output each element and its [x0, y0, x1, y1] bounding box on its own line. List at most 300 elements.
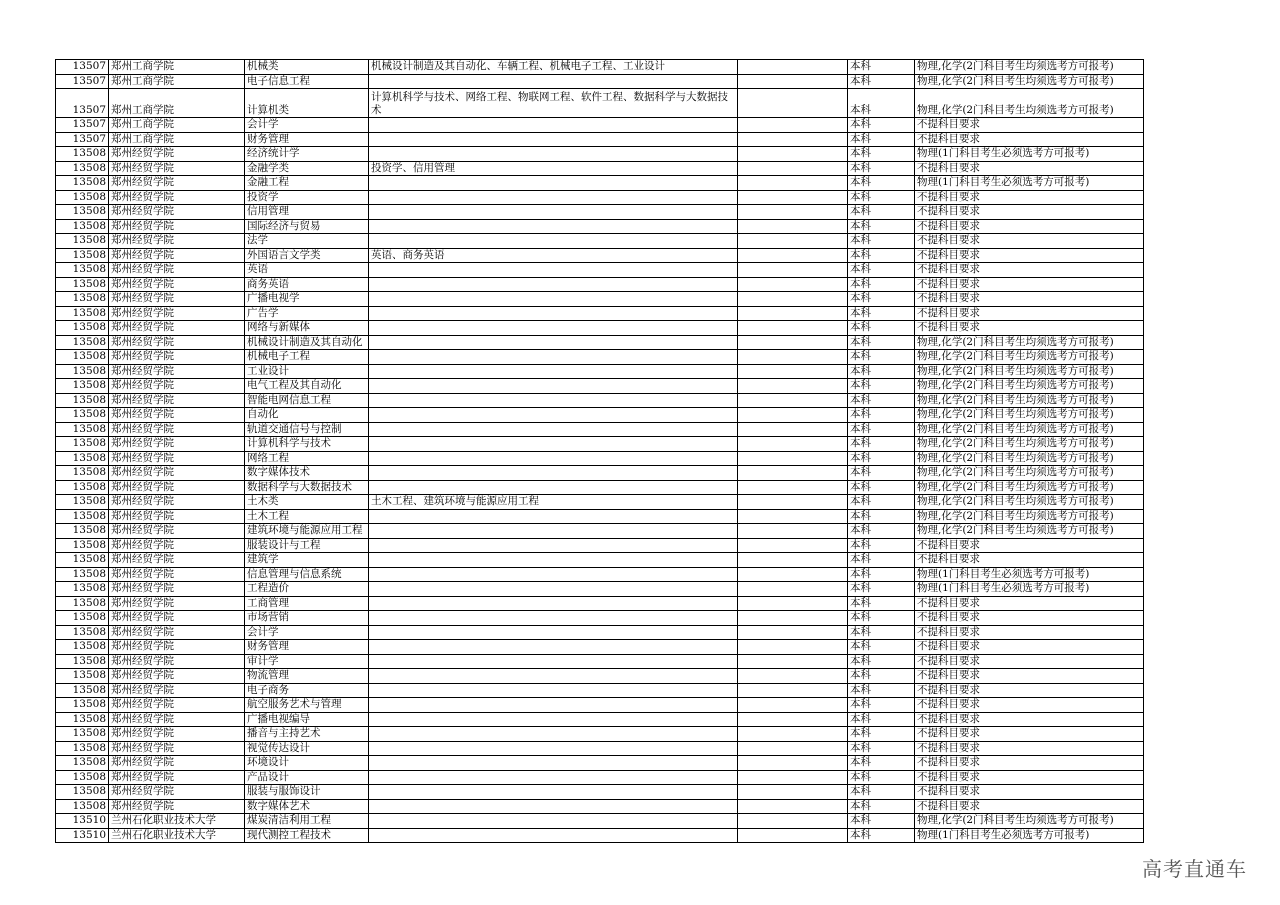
blank-cell [738, 741, 848, 756]
school-code-cell: 13508 [56, 538, 109, 553]
school-code-cell: 13508 [56, 335, 109, 350]
included-majors-cell [369, 538, 738, 553]
included-majors-cell [369, 741, 738, 756]
subject-requirement-cell: 不提科目要求 [915, 654, 1144, 669]
table-row [56, 437, 1144, 452]
table-row [56, 74, 1144, 89]
major-cell: 土木工程 [245, 509, 369, 524]
level-cell: 本科 [848, 89, 915, 118]
included-majors-cell: 投资学、信用管理 [369, 161, 738, 176]
subject-requirement-cell: 物理,化学(2门科目考生均须选考方可报考) [915, 350, 1144, 365]
school-code-cell: 13508 [56, 712, 109, 727]
school-name-cell: 郑州经贸学院 [109, 654, 245, 669]
table-row [56, 799, 1144, 814]
included-majors-cell [369, 596, 738, 611]
level-cell: 本科 [848, 814, 915, 829]
school-name-cell: 郑州经贸学院 [109, 524, 245, 539]
school-code-cell: 13508 [56, 741, 109, 756]
level-cell: 本科 [848, 408, 915, 423]
level-cell: 本科 [848, 640, 915, 655]
subject-requirement-cell: 物理,化学(2门科目考生均须选考方可报考) [915, 495, 1144, 510]
included-majors-cell [369, 828, 738, 843]
table-row [56, 770, 1144, 785]
subject-requirement-cell: 物理,化学(2门科目考生均须选考方可报考) [915, 509, 1144, 524]
table-row [56, 408, 1144, 423]
major-cell: 电子商务 [245, 683, 369, 698]
level-cell: 本科 [848, 683, 915, 698]
blank-cell [738, 161, 848, 176]
school-name-cell: 郑州经贸学院 [109, 292, 245, 307]
major-cell: 会计学 [245, 625, 369, 640]
major-cell: 机械电子工程 [245, 350, 369, 365]
subject-requirement-cell: 不提科目要求 [915, 321, 1144, 336]
level-cell: 本科 [848, 495, 915, 510]
school-code-cell: 13508 [56, 567, 109, 582]
major-cell: 财务管理 [245, 640, 369, 655]
level-cell: 本科 [848, 669, 915, 684]
level-cell: 本科 [848, 161, 915, 176]
level-cell: 本科 [848, 509, 915, 524]
school-code-cell: 13508 [56, 466, 109, 481]
school-name-cell: 郑州经贸学院 [109, 263, 245, 278]
school-code-cell: 13508 [56, 379, 109, 394]
level-cell: 本科 [848, 828, 915, 843]
table-row [56, 654, 1144, 669]
table-row [56, 625, 1144, 640]
included-majors-cell [369, 553, 738, 568]
blank-cell [738, 89, 848, 118]
blank-cell [738, 538, 848, 553]
major-cell: 智能电网信息工程 [245, 393, 369, 408]
school-code-cell: 13507 [56, 89, 109, 118]
table-row [56, 118, 1144, 133]
blank-cell [738, 466, 848, 481]
blank-cell [738, 480, 848, 495]
blank-cell [738, 379, 848, 394]
included-majors-cell [369, 437, 738, 452]
school-name-cell: 兰州石化职业技术大学 [109, 828, 245, 843]
table-row [56, 147, 1144, 162]
subject-requirement-cell: 不提科目要求 [915, 292, 1144, 307]
included-majors-cell [369, 205, 738, 220]
major-cell: 金融学类 [245, 161, 369, 176]
major-cell: 现代测控工程技术 [245, 828, 369, 843]
school-code-cell: 13508 [56, 669, 109, 684]
school-code-cell: 13508 [56, 205, 109, 220]
table-row [56, 321, 1144, 336]
level-cell: 本科 [848, 74, 915, 89]
blank-cell [738, 828, 848, 843]
major-cell: 审计学 [245, 654, 369, 669]
level-cell: 本科 [848, 596, 915, 611]
included-majors-cell [369, 466, 738, 481]
watermark: 高考直通车 [1142, 857, 1247, 881]
table-row [56, 219, 1144, 234]
included-majors-cell [369, 393, 738, 408]
subject-requirement-cell: 物理,化学(2门科目考生均须选考方可报考) [915, 422, 1144, 437]
school-name-cell: 郑州经贸学院 [109, 306, 245, 321]
table-row [56, 60, 1144, 75]
included-majors-cell: 机械设计制造及其自动化、车辆工程、机械电子工程、工业设计 [369, 60, 738, 75]
blank-cell [738, 495, 848, 510]
major-cell: 网络与新媒体 [245, 321, 369, 336]
school-code-cell: 13507 [56, 60, 109, 75]
school-code-cell: 13508 [56, 350, 109, 365]
table-row [56, 712, 1144, 727]
included-majors-cell [369, 799, 738, 814]
table-row [56, 756, 1144, 771]
included-majors-cell [369, 451, 738, 466]
school-name-cell: 兰州石化职业技术大学 [109, 814, 245, 829]
blank-cell [738, 74, 848, 89]
table-row [56, 161, 1144, 176]
subject-requirement-cell: 不提科目要求 [915, 234, 1144, 249]
major-cell: 建筑环境与能源应用工程 [245, 524, 369, 539]
subject-requirement-cell: 不提科目要求 [915, 553, 1144, 568]
level-cell: 本科 [848, 582, 915, 597]
level-cell: 本科 [848, 756, 915, 771]
major-cell: 机械设计制造及其自动化 [245, 335, 369, 350]
major-cell: 视觉传达设计 [245, 741, 369, 756]
level-cell: 本科 [848, 553, 915, 568]
table-row [56, 466, 1144, 481]
level-cell: 本科 [848, 263, 915, 278]
blank-cell [738, 712, 848, 727]
table-row [56, 234, 1144, 249]
major-cell: 数据科学与大数据技术 [245, 480, 369, 495]
table-row [56, 640, 1144, 655]
subject-requirement-cell: 物理(1门科目考生必须选考方可报考) [915, 582, 1144, 597]
school-code-cell: 13508 [56, 219, 109, 234]
table-row [56, 611, 1144, 626]
blank-cell [738, 118, 848, 133]
school-name-cell: 郑州经贸学院 [109, 509, 245, 524]
included-majors-cell [369, 480, 738, 495]
level-cell: 本科 [848, 132, 915, 147]
school-name-cell: 郑州经贸学院 [109, 538, 245, 553]
school-code-cell: 13510 [56, 828, 109, 843]
school-code-cell: 13508 [56, 509, 109, 524]
major-cell: 信息管理与信息系统 [245, 567, 369, 582]
included-majors-cell [369, 698, 738, 713]
subject-requirement-cell: 不提科目要求 [915, 205, 1144, 220]
level-cell: 本科 [848, 277, 915, 292]
blank-cell [738, 292, 848, 307]
level-cell: 本科 [848, 176, 915, 191]
school-name-cell: 郑州经贸学院 [109, 277, 245, 292]
table-row [56, 698, 1144, 713]
blank-cell [738, 147, 848, 162]
included-majors-cell [369, 277, 738, 292]
school-name-cell: 郑州经贸学院 [109, 190, 245, 205]
school-code-cell: 13508 [56, 306, 109, 321]
included-majors-cell [369, 190, 738, 205]
level-cell: 本科 [848, 364, 915, 379]
subject-requirement-cell: 不提科目要求 [915, 277, 1144, 292]
major-cell: 广播电视学 [245, 292, 369, 307]
school-name-cell: 郑州经贸学院 [109, 379, 245, 394]
subject-requirement-cell: 不提科目要求 [915, 640, 1144, 655]
school-name-cell: 郑州经贸学院 [109, 640, 245, 655]
school-name-cell: 郑州经贸学院 [109, 611, 245, 626]
school-name-cell: 郑州工商学院 [109, 118, 245, 133]
level-cell: 本科 [848, 292, 915, 307]
level-cell: 本科 [848, 437, 915, 452]
blank-cell [738, 451, 848, 466]
subject-requirement-cell: 不提科目要求 [915, 190, 1144, 205]
blank-cell [738, 393, 848, 408]
included-majors-cell [369, 756, 738, 771]
school-name-cell: 郑州经贸学院 [109, 625, 245, 640]
level-cell: 本科 [848, 234, 915, 249]
blank-cell [738, 321, 848, 336]
table-row [56, 582, 1144, 597]
blank-cell [738, 176, 848, 191]
major-cell: 数字媒体艺术 [245, 799, 369, 814]
level-cell: 本科 [848, 379, 915, 394]
table-row [56, 814, 1144, 829]
major-cell: 法学 [245, 234, 369, 249]
included-majors-cell [369, 321, 738, 336]
included-majors-cell [369, 74, 738, 89]
school-code-cell: 13508 [56, 683, 109, 698]
table-row [56, 393, 1144, 408]
level-cell: 本科 [848, 393, 915, 408]
school-code-cell: 13508 [56, 292, 109, 307]
major-cell: 电气工程及其自动化 [245, 379, 369, 394]
school-code-cell: 13508 [56, 756, 109, 771]
blank-cell [738, 596, 848, 611]
included-majors-cell [369, 147, 738, 162]
table-row [56, 190, 1144, 205]
admission-table [55, 59, 1144, 843]
subject-requirement-cell: 不提科目要求 [915, 698, 1144, 713]
school-name-cell: 郑州经贸学院 [109, 350, 245, 365]
subject-requirement-cell: 不提科目要求 [915, 770, 1144, 785]
school-name-cell: 郑州工商学院 [109, 89, 245, 118]
school-name-cell: 郑州经贸学院 [109, 219, 245, 234]
included-majors-cell [369, 118, 738, 133]
school-code-cell: 13508 [56, 625, 109, 640]
school-code-cell: 13508 [56, 582, 109, 597]
level-cell: 本科 [848, 567, 915, 582]
included-majors-cell [369, 408, 738, 423]
major-cell: 国际经济与贸易 [245, 219, 369, 234]
included-majors-cell [369, 379, 738, 394]
table-row [56, 335, 1144, 350]
blank-cell [738, 553, 848, 568]
school-code-cell: 13508 [56, 799, 109, 814]
blank-cell [738, 625, 848, 640]
included-majors-cell [369, 683, 738, 698]
blank-cell [738, 582, 848, 597]
subject-requirement-cell: 不提科目要求 [915, 132, 1144, 147]
school-name-cell: 郑州经贸学院 [109, 335, 245, 350]
subject-requirement-cell: 不提科目要求 [915, 785, 1144, 800]
blank-cell [738, 335, 848, 350]
school-name-cell: 郑州经贸学院 [109, 248, 245, 263]
subject-requirement-cell: 物理,化学(2门科目考生均须选考方可报考) [915, 524, 1144, 539]
included-majors-cell [369, 712, 738, 727]
school-name-cell: 郑州工商学院 [109, 132, 245, 147]
included-majors-cell [369, 234, 738, 249]
subject-requirement-cell: 不提科目要求 [915, 248, 1144, 263]
school-name-cell: 郑州经贸学院 [109, 683, 245, 698]
school-code-cell: 13508 [56, 248, 109, 263]
school-code-cell: 13508 [56, 553, 109, 568]
table-row [56, 495, 1144, 510]
major-cell: 外国语言文学类 [245, 248, 369, 263]
school-code-cell: 13507 [56, 118, 109, 133]
school-name-cell: 郑州经贸学院 [109, 596, 245, 611]
table-row [56, 567, 1144, 582]
level-cell: 本科 [848, 422, 915, 437]
table-row [56, 683, 1144, 698]
blank-cell [738, 263, 848, 278]
level-cell: 本科 [848, 205, 915, 220]
subject-requirement-cell: 不提科目要求 [915, 756, 1144, 771]
school-code-cell: 13507 [56, 74, 109, 89]
major-cell: 市场营销 [245, 611, 369, 626]
major-cell: 信用管理 [245, 205, 369, 220]
subject-requirement-cell: 物理(1门科目考生必须选考方可报考) [915, 176, 1144, 191]
school-name-cell: 郑州经贸学院 [109, 451, 245, 466]
blank-cell [738, 698, 848, 713]
table-row [56, 828, 1144, 843]
major-cell: 经济统计学 [245, 147, 369, 162]
level-cell: 本科 [848, 727, 915, 742]
school-code-cell: 13508 [56, 654, 109, 669]
level-cell: 本科 [848, 350, 915, 365]
level-cell: 本科 [848, 335, 915, 350]
level-cell: 本科 [848, 611, 915, 626]
subject-requirement-cell: 不提科目要求 [915, 712, 1144, 727]
major-cell: 服装设计与工程 [245, 538, 369, 553]
included-majors-cell [369, 364, 738, 379]
major-cell: 机械类 [245, 60, 369, 75]
major-cell: 广播电视编导 [245, 712, 369, 727]
school-code-cell: 13508 [56, 176, 109, 191]
level-cell: 本科 [848, 306, 915, 321]
school-name-cell: 郑州经贸学院 [109, 727, 245, 742]
table-row [56, 785, 1144, 800]
subject-requirement-cell: 物理,化学(2门科目考生均须选考方可报考) [915, 437, 1144, 452]
school-code-cell: 13508 [56, 364, 109, 379]
level-cell: 本科 [848, 466, 915, 481]
included-majors-cell [369, 669, 738, 684]
included-majors-cell [369, 350, 738, 365]
subject-requirement-cell: 不提科目要求 [915, 538, 1144, 553]
subject-requirement-cell: 不提科目要求 [915, 118, 1144, 133]
included-majors-cell: 土木工程、建筑环境与能源应用工程 [369, 495, 738, 510]
level-cell: 本科 [848, 118, 915, 133]
major-cell: 航空服务艺术与管理 [245, 698, 369, 713]
major-cell: 工业设计 [245, 364, 369, 379]
level-cell: 本科 [848, 538, 915, 553]
level-cell: 本科 [848, 654, 915, 669]
major-cell: 数字媒体技术 [245, 466, 369, 481]
subject-requirement-cell: 物理,化学(2门科目考生均须选考方可报考) [915, 814, 1144, 829]
major-cell: 环境设计 [245, 756, 369, 771]
table-row [56, 176, 1144, 191]
school-name-cell: 郑州工商学院 [109, 60, 245, 75]
included-majors-cell [369, 176, 738, 191]
included-majors-cell: 英语、商务英语 [369, 248, 738, 263]
school-name-cell: 郑州经贸学院 [109, 437, 245, 452]
blank-cell [738, 248, 848, 263]
included-majors-cell [369, 814, 738, 829]
school-name-cell: 郑州经贸学院 [109, 364, 245, 379]
level-cell: 本科 [848, 785, 915, 800]
level-cell: 本科 [848, 60, 915, 75]
table-row [56, 524, 1144, 539]
school-code-cell: 13508 [56, 770, 109, 785]
included-majors-cell [369, 292, 738, 307]
level-cell: 本科 [848, 147, 915, 162]
included-majors-cell [369, 785, 738, 800]
major-cell: 财务管理 [245, 132, 369, 147]
subject-requirement-cell: 不提科目要求 [915, 219, 1144, 234]
included-majors-cell [369, 770, 738, 785]
school-name-cell: 郑州经贸学院 [109, 712, 245, 727]
table-row [56, 379, 1144, 394]
school-code-cell: 13508 [56, 451, 109, 466]
subject-requirement-cell: 物理,化学(2门科目考生均须选考方可报考) [915, 335, 1144, 350]
blank-cell [738, 640, 848, 655]
school-code-cell: 13508 [56, 611, 109, 626]
table-body [56, 60, 1144, 843]
school-name-cell: 郑州经贸学院 [109, 321, 245, 336]
school-name-cell: 郑州经贸学院 [109, 422, 245, 437]
school-code-cell: 13508 [56, 422, 109, 437]
blank-cell [738, 437, 848, 452]
level-cell: 本科 [848, 480, 915, 495]
included-majors-cell [369, 509, 738, 524]
school-name-cell: 郑州经贸学院 [109, 495, 245, 510]
subject-requirement-cell: 物理,化学(2门科目考生均须选考方可报考) [915, 89, 1144, 118]
subject-requirement-cell: 物理,化学(2门科目考生均须选考方可报考) [915, 466, 1144, 481]
school-code-cell: 13508 [56, 437, 109, 452]
table-row [56, 364, 1144, 379]
school-name-cell: 郑州经贸学院 [109, 770, 245, 785]
school-name-cell: 郑州工商学院 [109, 74, 245, 89]
school-name-cell: 郑州经贸学院 [109, 480, 245, 495]
included-majors-cell [369, 654, 738, 669]
blank-cell [738, 814, 848, 829]
subject-requirement-cell: 物理,化学(2门科目考生均须选考方可报考) [915, 74, 1144, 89]
blank-cell [738, 350, 848, 365]
school-code-cell: 13510 [56, 814, 109, 829]
school-code-cell: 13508 [56, 190, 109, 205]
subject-requirement-cell: 不提科目要求 [915, 799, 1144, 814]
major-cell: 土木类 [245, 495, 369, 510]
subject-requirement-cell: 不提科目要求 [915, 611, 1144, 626]
subject-requirement-cell: 不提科目要求 [915, 625, 1144, 640]
table-row [56, 538, 1144, 553]
level-cell: 本科 [848, 799, 915, 814]
major-cell: 播音与主持艺术 [245, 727, 369, 742]
included-majors-cell [369, 219, 738, 234]
school-name-cell: 郑州经贸学院 [109, 234, 245, 249]
level-cell: 本科 [848, 741, 915, 756]
table-row [56, 480, 1144, 495]
included-majors-cell [369, 263, 738, 278]
level-cell: 本科 [848, 248, 915, 263]
included-majors-cell [369, 625, 738, 640]
blank-cell [738, 408, 848, 423]
included-majors-cell [369, 335, 738, 350]
blank-cell [738, 799, 848, 814]
